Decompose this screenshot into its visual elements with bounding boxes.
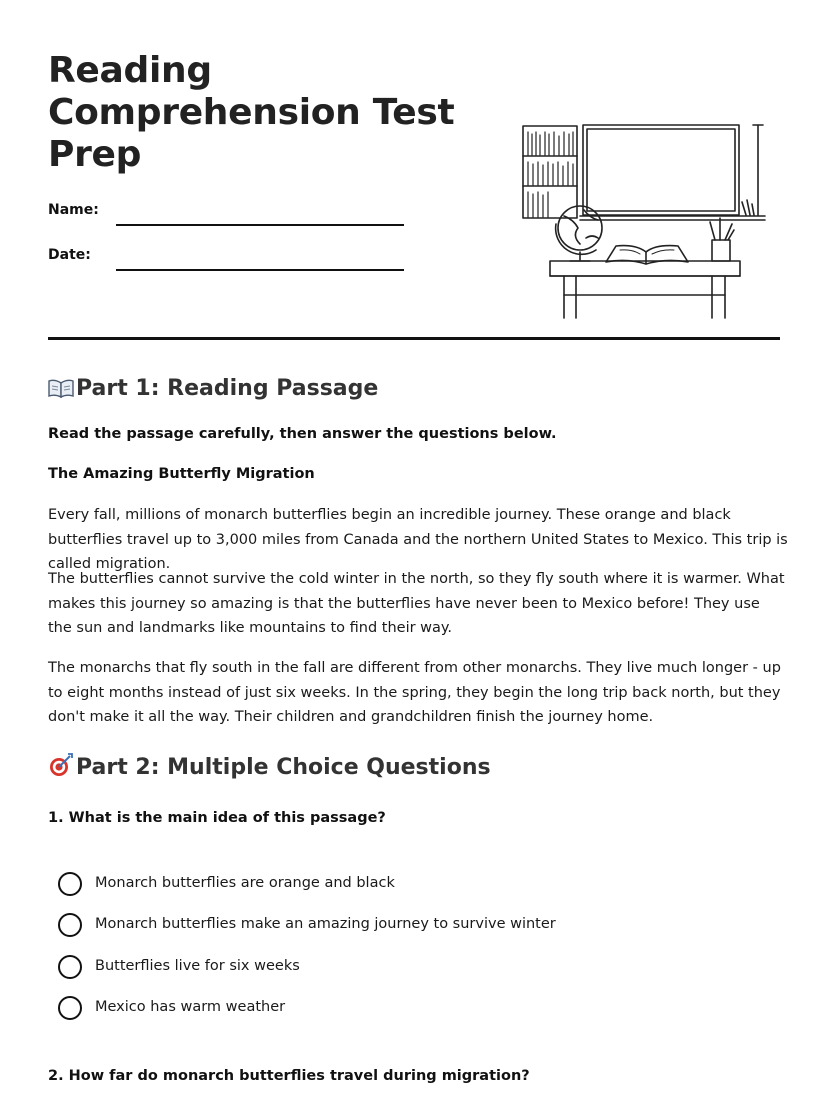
desk-icon [550,261,740,318]
name-blank-line[interactable] [116,224,404,226]
passage-title: The Amazing Butterfly Migration [48,466,315,482]
answer-option-1c[interactable] [58,954,658,980]
part1-heading-text: Part 1: Reading Passage [76,376,379,401]
worksheet-title [48,50,468,176]
radio-button[interactable] [58,955,82,979]
part2-heading-text: Part 2: Multiple Choice Questions [76,755,491,780]
answer-option-1d[interactable] [58,995,658,1021]
passage-paragraph: Every fall, millions of monarch butterflies begin an incredible journey. These orange and black butterflies travel up to 3,000 miles from Canada and the northern United States to Mexico. This trip is called migration. [48,507,788,572]
radio-button[interactable] [58,872,82,896]
passage-paragraph: The butterflies cannot survive the cold winter in the north, so they fly south where it is warmer. What makes this journey so amazing is that the butterflies have never been to Mexico before! They use the sun and landmarks like mountains to find their way. [48,571,785,636]
name-field[interactable] [48,200,408,228]
question-1: 1. What is the main idea of this passage? [48,810,386,826]
answer-option-label: Monarch butterflies are orange and black [95,875,395,891]
title-line-1: Reading [48,50,212,91]
question-2: 2. How far do monarch butterflies travel during migration? [48,1068,530,1084]
answer-option-1a[interactable] [58,871,658,897]
instructions: Read the passage carefully, then answer the questions below. [48,426,557,442]
answer-option-label: Monarch butterflies make an amazing journey to survive winter [95,916,556,932]
title-line-2: Comprehension Test [48,92,455,133]
header-divider [48,337,780,340]
chalkboard-icon [580,125,765,220]
target-dart-icon [48,753,76,786]
radio-button[interactable] [58,996,82,1020]
part2-heading [48,753,491,786]
answer-option-label: Butterflies live for six weeks [95,958,300,974]
answer-option-label: Mexico has warm weather [95,999,286,1015]
answer-option-1b[interactable] [58,912,658,938]
date-field[interactable] [48,245,408,273]
name-label: Name: [48,202,99,218]
passage-paragraph: The monarchs that fly south in the fall are different from other monarchs. They live much longer - up to eight months instead of just six weeks. In the spring, they begin the long trip back north, but they don't make it all the way. Their children and grandchildren finish the journey home. [48,660,781,725]
bookshelf-icon [523,126,577,218]
part1-heading [48,374,378,407]
classroom-illustration [520,120,770,320]
radio-button[interactable] [58,913,82,937]
pencil-cup-icon [710,218,734,261]
open-book-icon [48,377,76,407]
date-label: Date: [48,247,91,263]
date-blank-line[interactable] [116,269,404,271]
title-line-3: Prep [48,134,142,175]
